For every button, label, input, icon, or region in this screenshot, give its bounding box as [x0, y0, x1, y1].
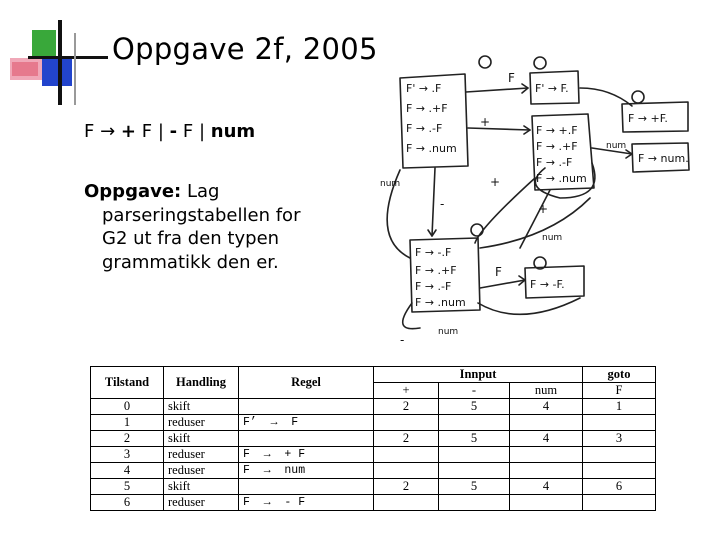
svg-text:F' → F.: F' → F.: [535, 82, 569, 95]
table-row: 6 reduser F → - F: [91, 495, 656, 511]
svg-text:F → .num: F → .num: [536, 172, 587, 185]
svg-text:F → .num: F → .num: [406, 142, 457, 155]
svg-text:F → .num: F → .num: [415, 296, 466, 309]
svg-text:num: num: [380, 179, 401, 189]
svg-text:F → num.: F → num.: [638, 152, 689, 165]
subheader-plus: +: [374, 383, 439, 399]
task-line: G2 ut fra den typen: [102, 228, 280, 249]
svg-text:F' → .F: F' → .F: [406, 82, 442, 95]
parse-table: [90, 366, 656, 511]
header-input: Innput: [374, 367, 583, 383]
table-row: 2 skift 2 5 4 3: [91, 431, 656, 447]
lr-automaton-diagram: [370, 48, 720, 360]
svg-text:F → .+F: F → .+F: [406, 102, 448, 115]
subheader-minus: -: [439, 383, 510, 399]
state-5-marker: [471, 224, 483, 236]
svg-text:F → .-F: F → .-F: [406, 122, 443, 135]
svg-text:F → .+F: F → .+F: [415, 264, 457, 277]
svg-text:F → -.F: F → -.F: [415, 246, 452, 259]
header-state: Tilstand: [91, 367, 164, 399]
svg-text:num: num: [542, 233, 563, 243]
svg-text:-: -: [440, 197, 445, 211]
svg-text:num: num: [606, 141, 627, 151]
state-3-marker: [632, 91, 644, 103]
subheader-num: num: [510, 383, 583, 399]
svg-text:F → +F.: F → +F.: [628, 112, 668, 125]
svg-text:+: +: [490, 175, 501, 189]
svg-text:-: -: [400, 333, 405, 347]
svg-text:F → .-F: F → .-F: [415, 280, 452, 293]
svg-text:F → -F.: F → -F.: [530, 278, 565, 291]
task-line: grammatikk den er.: [102, 251, 279, 273]
svg-text:+: +: [538, 202, 549, 216]
svg-text:+: +: [480, 115, 491, 129]
task-text: Oppgave: Lag parseringstabellen for G2 ut fra den typen grammatikk den er.: [84, 180, 354, 274]
table-row: 4 reduser F → num: [91, 463, 656, 479]
grammar-rule: F → + F | - F | num: [84, 121, 256, 142]
svg-text:F → +.F: F → +.F: [536, 124, 578, 137]
svg-text:F: F: [495, 265, 502, 279]
state-0-marker: [479, 56, 491, 68]
svg-text:num: num: [438, 327, 459, 337]
slide-title: Oppgave 2f, 2005: [112, 32, 378, 66]
table-row: 3 reduser F → + F: [91, 447, 656, 463]
svg-text:F → .-F: F → .-F: [536, 156, 573, 169]
header-goto: goto: [583, 367, 656, 383]
slide-logo: [0, 0, 110, 110]
header-action: Handling: [164, 367, 239, 399]
svg-text:F → .+F: F → .+F: [536, 140, 578, 153]
header-rule: Regel: [239, 367, 374, 399]
table-row: 0 skift 2 5 4 1: [91, 399, 656, 415]
table-row: 5 skift 2 5 4 6: [91, 479, 656, 495]
svg-text:F: F: [508, 71, 515, 85]
subheader-goto-f: F: [583, 383, 656, 399]
table-row: 1 reduser F’ → F: [91, 415, 656, 431]
task-line: parseringstabellen for: [102, 204, 301, 226]
state-1-marker: [534, 57, 546, 69]
